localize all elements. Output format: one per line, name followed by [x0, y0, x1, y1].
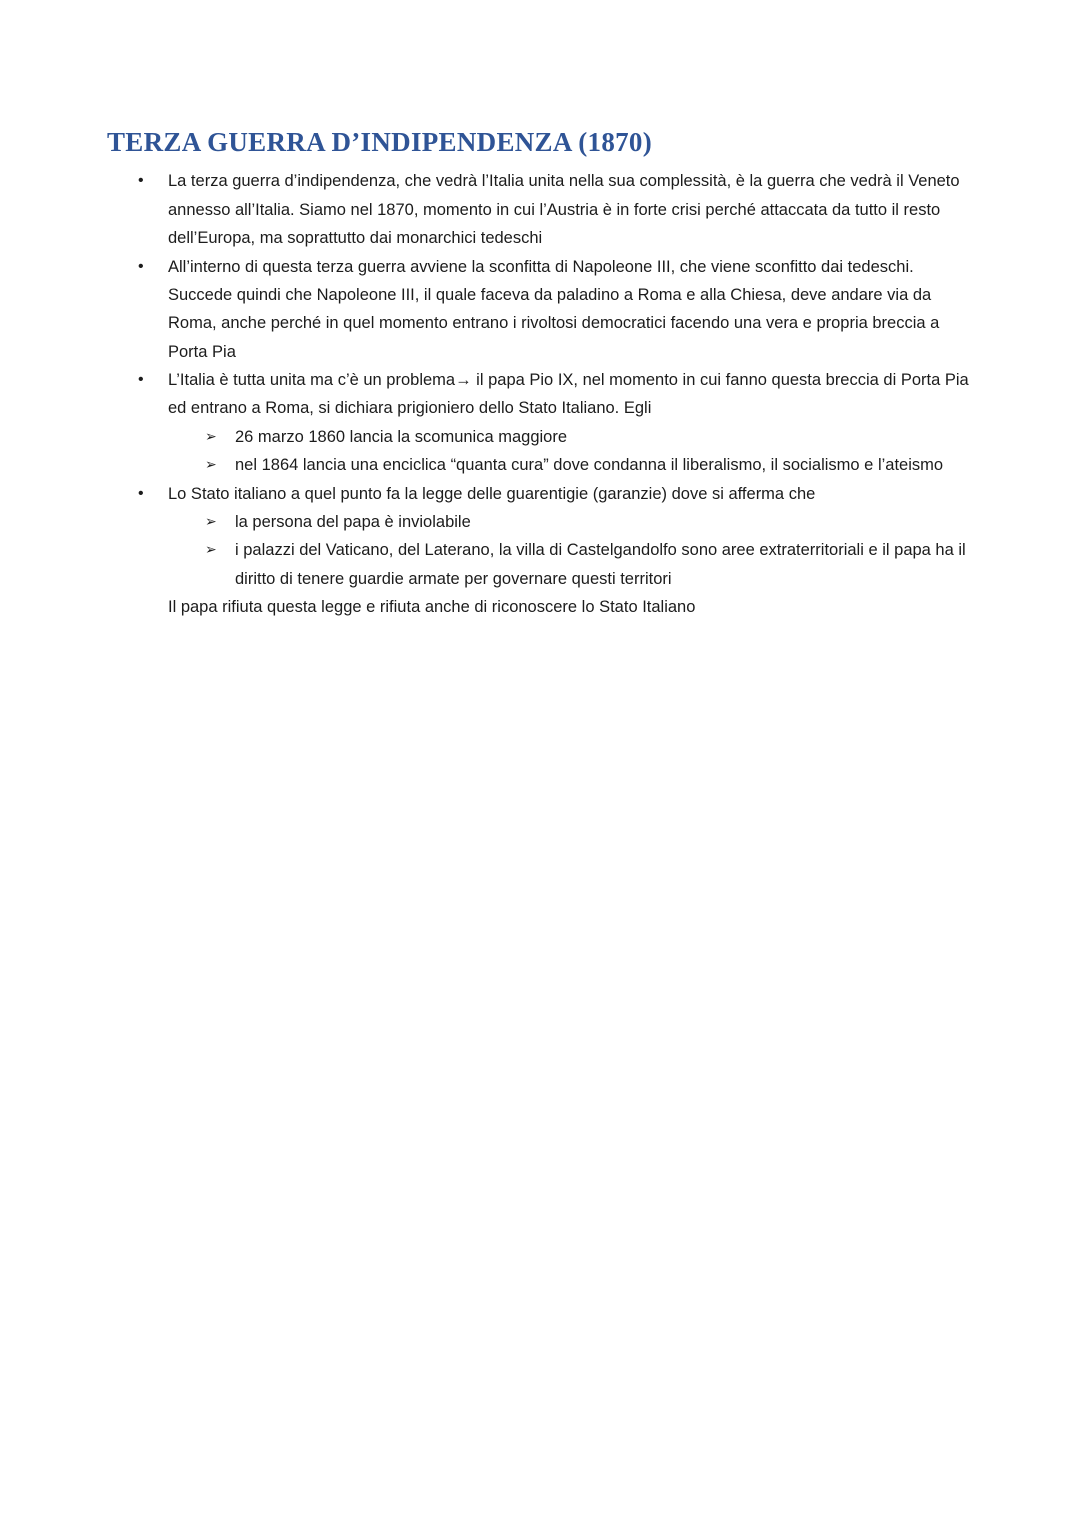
sub-bullet-item — [107, 536, 970, 593]
arrow-bullet-marker: ➢ — [205, 456, 217, 473]
bullet-text: Lo Stato italiano a quel punto fa la legge delle guarentigie (garanzie) dove si afferma che — [168, 484, 816, 503]
document-body — [107, 167, 970, 621]
sub-bullet-text: nel 1864 lancia una enciclica “quanta cura” dove condanna il liberalismo, il socialismo e l’ateismo — [235, 456, 944, 475]
bullet-item — [107, 366, 970, 423]
sub-bullet-item — [107, 451, 970, 479]
arrow-bullet-marker: ➢ — [205, 427, 217, 444]
closing-paragraph: Il papa rifiuta questa legge e rifiuta anche di riconoscere lo Stato Italiano — [168, 598, 696, 617]
sub-bullet-text: 26 marzo 1860 lancia la scomunica maggiore — [235, 427, 568, 446]
bullet-marker: • — [138, 257, 144, 275]
bullet-text: La terza guerra d’indipendenza, che vedrà l’Italia unita nella sua complessità, è la guerra che vedrà il Veneto annesso all’Italia. Siamo nel 1870, momento in cui l’Austria è in forte crisi perché attaccata da tutto il resto dell’Europa, ma soprattutto dai monarchici tedeschi — [168, 172, 960, 248]
sub-bullet-text: i palazzi del Vaticano, del Laterano, la villa di Castelgandolfo sono aree extraterritoriali e il papa ha il diritto di tenere guardie armate per governare questi territori — [235, 541, 966, 588]
sub-bullet-item — [107, 423, 970, 451]
bullet-item — [107, 480, 970, 508]
bullet-marker: • — [138, 172, 144, 190]
bullet-marker: • — [138, 484, 144, 502]
bullet-text: All’interno di questa terza guerra avviene la sconfitta di Napoleone III, che viene sconfitto dai tedeschi. Succede quindi che Napoleone III, il quale faceva da paladino a Roma e alla Chiesa, deve andare via da Roma, anche perché in quel momento entrano i rivoltosi democratici facendo una vera e propria breccia a Porta Pia — [168, 257, 940, 361]
page-title: TERZA GUERRA D’INDIPENDENZA (1870) — [107, 127, 653, 157]
bullet-item — [107, 167, 970, 252]
arrow-bullet-marker: ➢ — [205, 512, 217, 529]
bullet-text: L’Italia è tutta unita ma c’è un problema→ il papa Pio IX, nel momento in cui fanno questa breccia di Porta Pia ed entrano a Roma, si dichiara prigioniero dello Stato Italiano. Egli — [168, 371, 969, 418]
sub-bullet-item — [107, 508, 970, 536]
bullet-item — [107, 253, 970, 367]
bullet-marker: • — [138, 371, 144, 389]
sub-bullet-text: la persona del papa è inviolabile — [235, 512, 471, 531]
arrow-bullet-marker: ➢ — [205, 541, 217, 558]
